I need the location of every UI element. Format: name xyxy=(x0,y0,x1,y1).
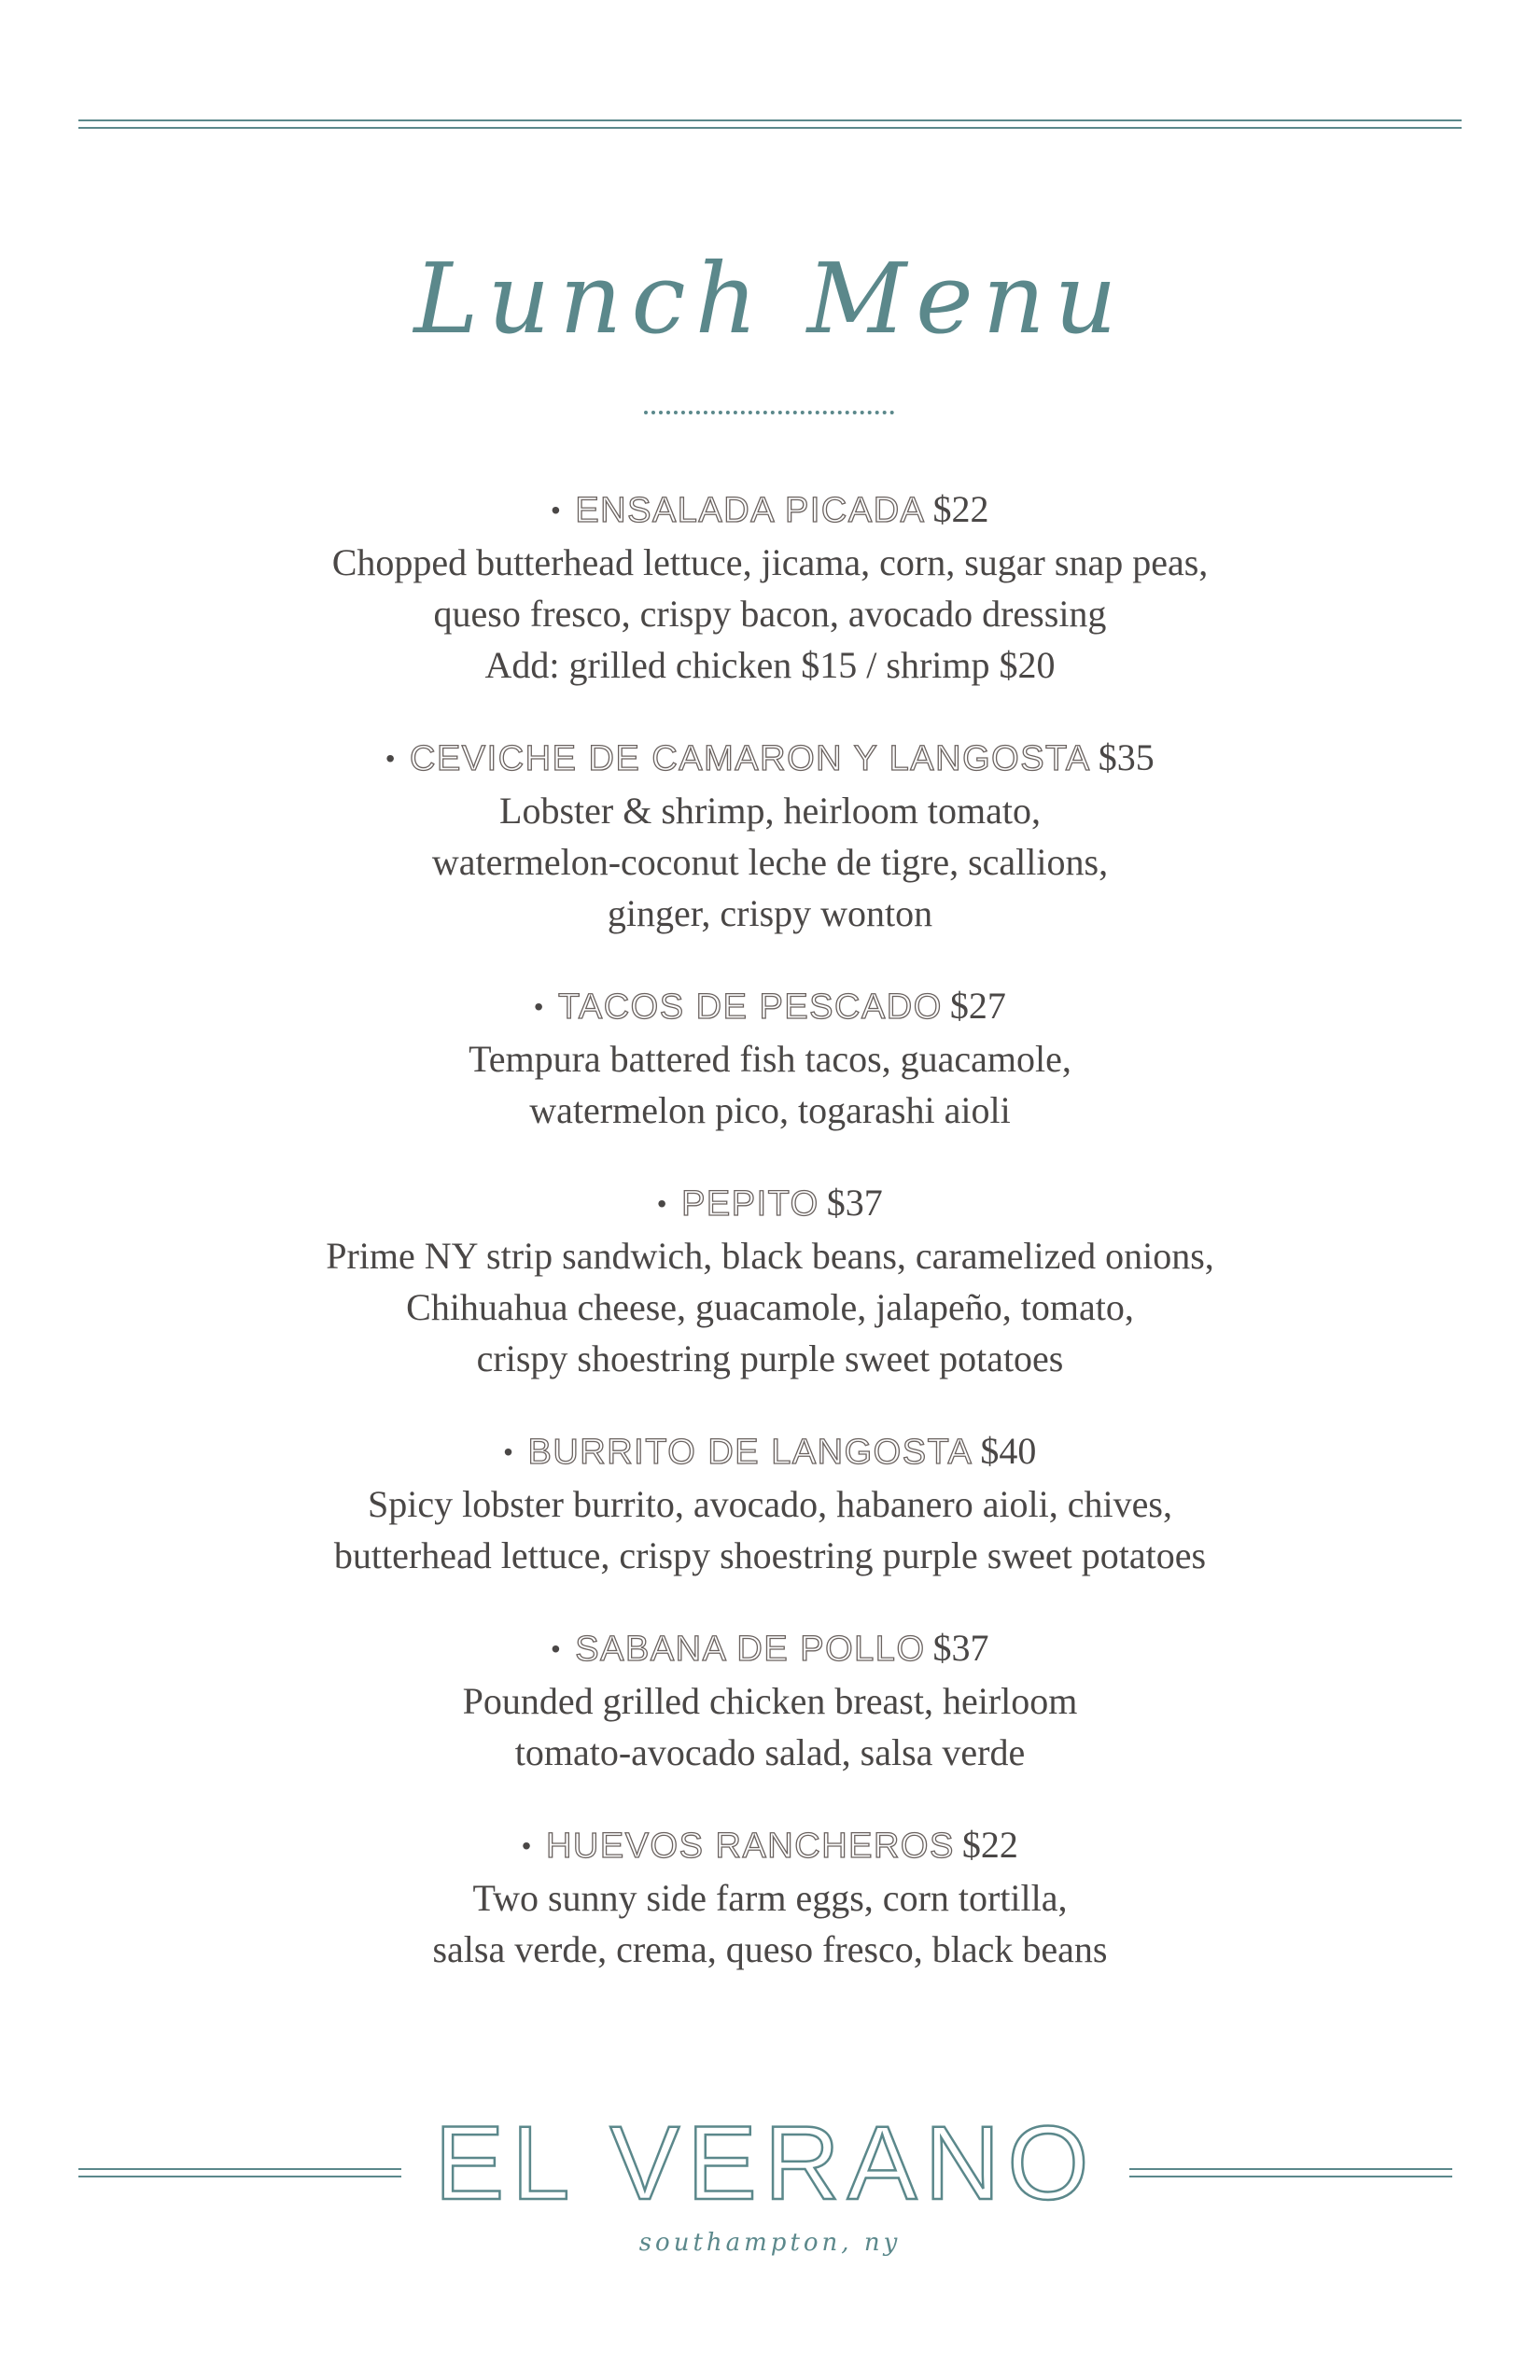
menu-item-price: $27 xyxy=(949,985,1006,1027)
menu-item-description: watermelon-coconut leche de tigre, scallions, xyxy=(431,841,1109,883)
bullet-icon: • xyxy=(551,496,561,525)
bullet-icon: • xyxy=(503,1437,513,1466)
menu-item-price: $35 xyxy=(1098,736,1155,778)
menu-item-description: Chopped butterhead lettuce, jicama, corn, sugar snap peas, xyxy=(331,541,1209,583)
menu-item-description: Prime NY strip sandwich, black beans, caramelized onions, xyxy=(326,1235,1214,1277)
menu-item-description: Chihuahua cheese, guacamole, jalapeño, tomato, xyxy=(406,1286,1134,1328)
menu-item-heading xyxy=(0,980,1540,1033)
menu-item-name: SABANA DE POLLO xyxy=(575,1630,926,1669)
menu-item-description: ginger, crispy wonton xyxy=(607,892,933,934)
menu-item-description: crispy shoestring purple sweet potatoes xyxy=(476,1337,1064,1379)
menu-item-price: $40 xyxy=(980,1430,1037,1472)
menu-item-description: watermelon pico, togarashi aioli xyxy=(529,1089,1011,1131)
bullet-icon: • xyxy=(385,744,396,773)
menu-item-name: PEPITO xyxy=(681,1184,819,1224)
menu-item-heading xyxy=(0,1177,1540,1230)
footer-rule-right xyxy=(1129,2168,1452,2177)
menu-item-description: queso fresco, crispy bacon, avocado dressing xyxy=(433,593,1107,635)
menu-item-heading xyxy=(0,483,1540,537)
menu-item-description: Lobster & shrimp, heirloom tomato, xyxy=(499,790,1041,832)
menu-item-price: $22 xyxy=(932,488,989,530)
menu-item-price: $22 xyxy=(961,1824,1018,1866)
menu-item xyxy=(0,483,1540,691)
bullet-icon: • xyxy=(551,1634,561,1663)
menu-item xyxy=(0,1819,1540,1975)
menu-item-description: salsa verde, crema, queso fresco, black beans xyxy=(432,1928,1108,1970)
menu-item-price: $37 xyxy=(826,1182,883,1224)
menu-item-description: Add: grilled chicken $15 / shrimp $20 xyxy=(484,644,1056,686)
menu-item-description: Two sunny side farm eggs, corn tortilla, xyxy=(472,1877,1068,1919)
menu-item-name: HUEVOS RANCHEROS xyxy=(545,1827,955,1866)
dotted-divider xyxy=(644,411,894,414)
menu-item xyxy=(0,1177,1540,1384)
menu-item-name: TACOS DE PESCADO xyxy=(558,987,943,1027)
menu-item-heading xyxy=(0,1622,1540,1675)
bullet-icon: • xyxy=(522,1831,531,1860)
menu-item-price: $37 xyxy=(932,1627,989,1669)
menu-item-description: butterhead lettuce, crispy shoestring purple sweet potatoes xyxy=(333,1534,1207,1576)
top-double-rule xyxy=(78,119,1462,129)
footer-rule-left xyxy=(78,2168,401,2177)
brand-location: southampton, ny xyxy=(638,2229,902,2257)
menu-item xyxy=(0,732,1540,939)
menu-item-description: Pounded grilled chicken breast, heirloom xyxy=(462,1680,1078,1722)
menu-item-heading xyxy=(0,732,1540,785)
menu-item-name: ENSALADA PICADA xyxy=(575,491,926,530)
menu-item-heading xyxy=(0,1425,1540,1478)
menu-item-name: BURRITO DE LANGOSTA xyxy=(527,1433,973,1472)
bullet-icon: • xyxy=(657,1189,667,1218)
menu-item-description: Tempura battered fish tacos, guacamole, xyxy=(469,1038,1071,1080)
menu-item xyxy=(0,1622,1540,1778)
menu-item-heading xyxy=(0,1819,1540,1872)
menu-title: Lunch Menu xyxy=(413,242,1127,356)
menu-item xyxy=(0,980,1540,1136)
menu-item-name: CEVICHE DE CAMARON Y LANGOSTA xyxy=(410,739,1091,778)
brand-logo: EL VERANO xyxy=(434,2105,1097,2221)
menu-item-description: Spicy lobster burrito, avocado, habanero aioli, chives, xyxy=(368,1483,1172,1525)
menu-item xyxy=(0,1425,1540,1581)
menu-item-description: tomato-avocado salad, salsa verde xyxy=(514,1731,1026,1773)
menu-list xyxy=(0,483,1540,2016)
bullet-icon: • xyxy=(534,992,543,1021)
